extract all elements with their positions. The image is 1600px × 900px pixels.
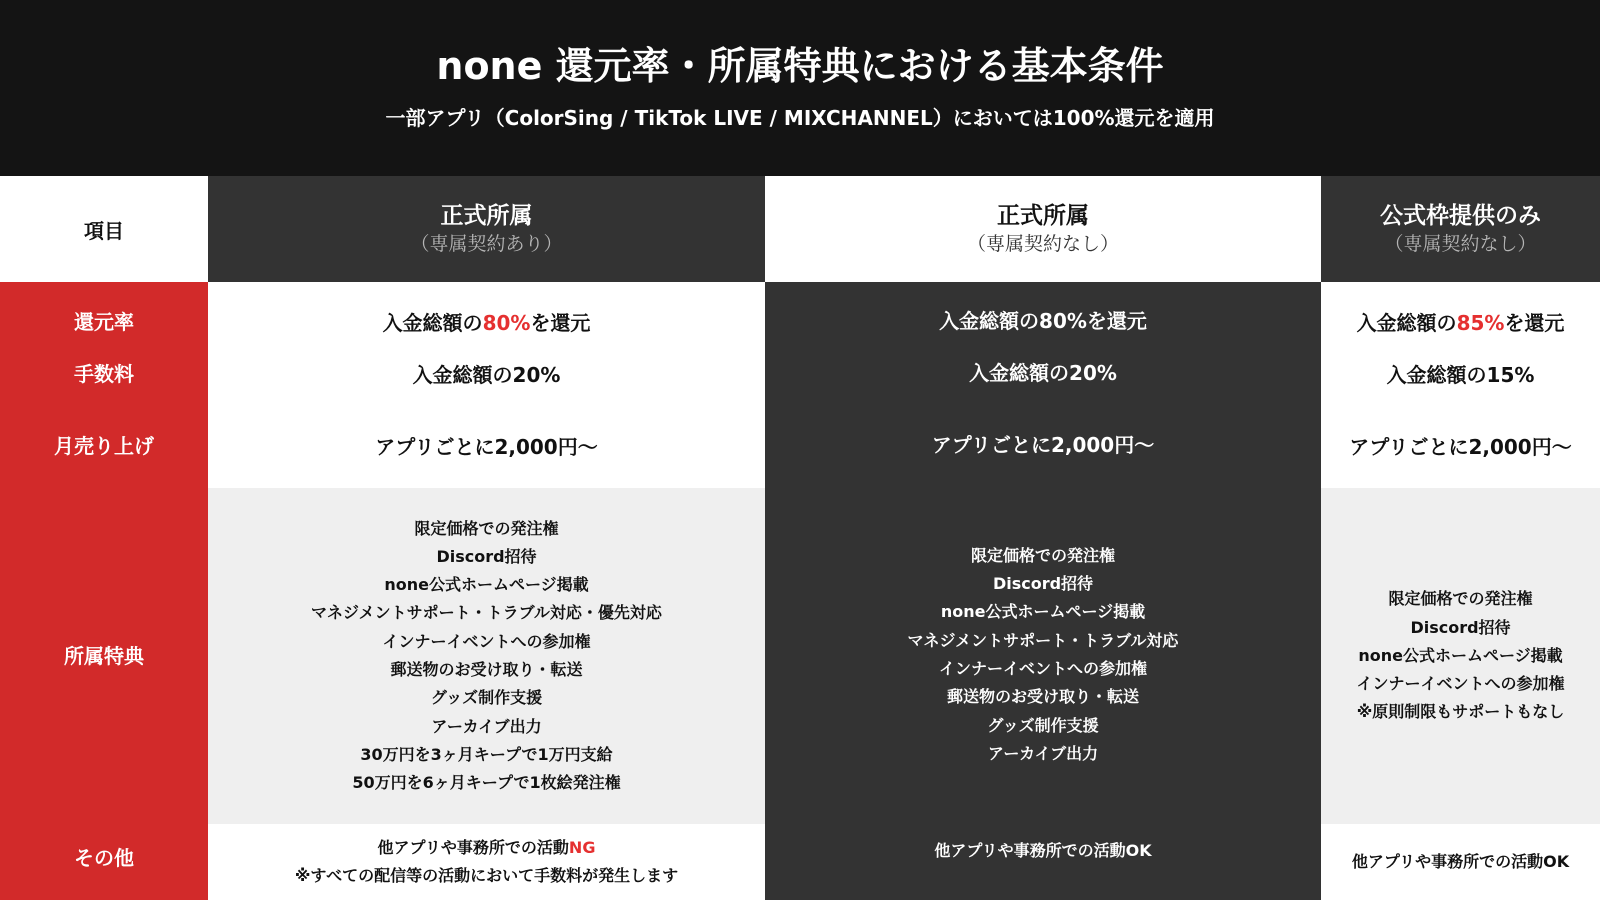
benefit-item: 限定価格での発注権 (414, 518, 559, 538)
col3-fee: 入金総額の15% (1386, 362, 1535, 387)
col3-monthly: アプリごとに2,000円〜 (1349, 434, 1572, 459)
col1-fee: 入金総額の20% (412, 362, 561, 387)
benefit-item: Discord招待 (992, 574, 1094, 594)
benefit-item: マネジメントサポート・トラブル対応・優先対応 (311, 603, 662, 623)
page-subtitle: 一部アプリ（ColorSing / TikTok LIVE / MIXCHANNEL）においては100%還元を適用 (385, 106, 1215, 130)
benefit-item: ※原則制限もサポートもなし (1356, 702, 1565, 722)
col2-fee: 入金総額の20% (969, 360, 1117, 385)
page-header (0, 0, 1600, 176)
benefit-item: Discord招待 (1410, 617, 1511, 637)
benefit-item: none公式ホームページ掲載 (940, 602, 1146, 622)
ng-mark: NG (568, 837, 596, 857)
row-label-fee: 手数料 (74, 361, 134, 386)
benefit-item: アーカイブ出力 (987, 743, 1099, 763)
benefit-item: 限定価格での発注権 (1388, 589, 1533, 609)
benefit-item: インナーイベントへの参加権 (382, 631, 591, 651)
other-line: 他アプリや事務所での活動NG (377, 837, 596, 857)
col1-rate (208, 302, 765, 340)
rate-percent: 85% (1456, 310, 1505, 335)
col3-benefits (1321, 488, 1600, 824)
benefit-item: マネジメントサポート・トラブル対応 (907, 630, 1179, 650)
row-label-rate: 還元率 (74, 309, 134, 334)
row-label-monthly: 月売り上げ (54, 433, 154, 458)
col2-other: 他アプリや事務所での活動OK (934, 840, 1152, 860)
benefit-item: none公式ホームページ掲載 (1358, 645, 1563, 665)
rate-percent: 80% (482, 310, 531, 335)
benefit-item: none公式ホームページ掲載 (384, 575, 589, 595)
item-header-cell (0, 176, 208, 282)
other-note: ※すべての配信等の活動において手数料が発生します (294, 866, 679, 885)
col3-rate (1321, 302, 1600, 340)
benefit-item: Discord招待 (436, 546, 537, 566)
benefit-item: グッズ制作支援 (987, 715, 1099, 735)
page-title: none 還元率・所属特典における基本条件 (436, 44, 1164, 88)
column-name: 正式所属 (440, 203, 533, 229)
benefit-item: 30万円を3ヶ月キープで1万円支給 (360, 744, 613, 764)
column-subtitle: （専属契約なし） (1384, 233, 1537, 255)
rate-prefix: 入金総額の (1356, 310, 1457, 335)
col1-other (208, 824, 765, 900)
row-label-benefits: 所属特典 (64, 643, 144, 668)
column-subtitle: （専属契約あり） (410, 233, 563, 255)
column-header-exclusive (208, 176, 765, 282)
row-label-other: その他 (74, 845, 134, 870)
col1-benefits (208, 488, 765, 824)
benefit-item: 郵送物のお受け取り・転送 (946, 687, 1139, 707)
benefit-item: インナーイベントへの参加権 (938, 659, 1147, 678)
col2-monthly: アプリごとに2,000円〜 (931, 432, 1155, 457)
benefit-item: 郵送物のお受け取り・転送 (390, 660, 583, 679)
col1-monthly: アプリごとに2,000円〜 (375, 434, 598, 459)
rate-suffix: を還元 (1504, 310, 1565, 335)
rate-prefix: 入金総額の (382, 310, 483, 335)
benefit-item: グッズ制作支援 (430, 688, 543, 708)
column-header-official-slot (1321, 176, 1600, 282)
rate-suffix: を還元 (530, 310, 591, 335)
benefit-item: インナーイベントへの参加権 (1356, 674, 1565, 694)
column-name: 正式所属 (997, 203, 1089, 229)
column-name: 公式枠提供のみ (1380, 203, 1541, 229)
item-header-label: 項目 (84, 218, 124, 243)
benefit-item: 50万円を6ヶ月キープで1枚絵発注権 (352, 773, 621, 793)
col2-rate: 入金総額の80%を還元 (939, 308, 1147, 333)
col2-benefits (765, 540, 1321, 770)
column-header-nonexclusive (765, 176, 1321, 282)
benefit-item: 限定価格での発注権 (970, 545, 1115, 565)
benefit-item: アーカイブ出力 (431, 716, 542, 736)
col3-other: 他アプリや事務所での活動OK (1321, 824, 1600, 900)
column-subtitle: （専属契約なし） (966, 233, 1119, 255)
